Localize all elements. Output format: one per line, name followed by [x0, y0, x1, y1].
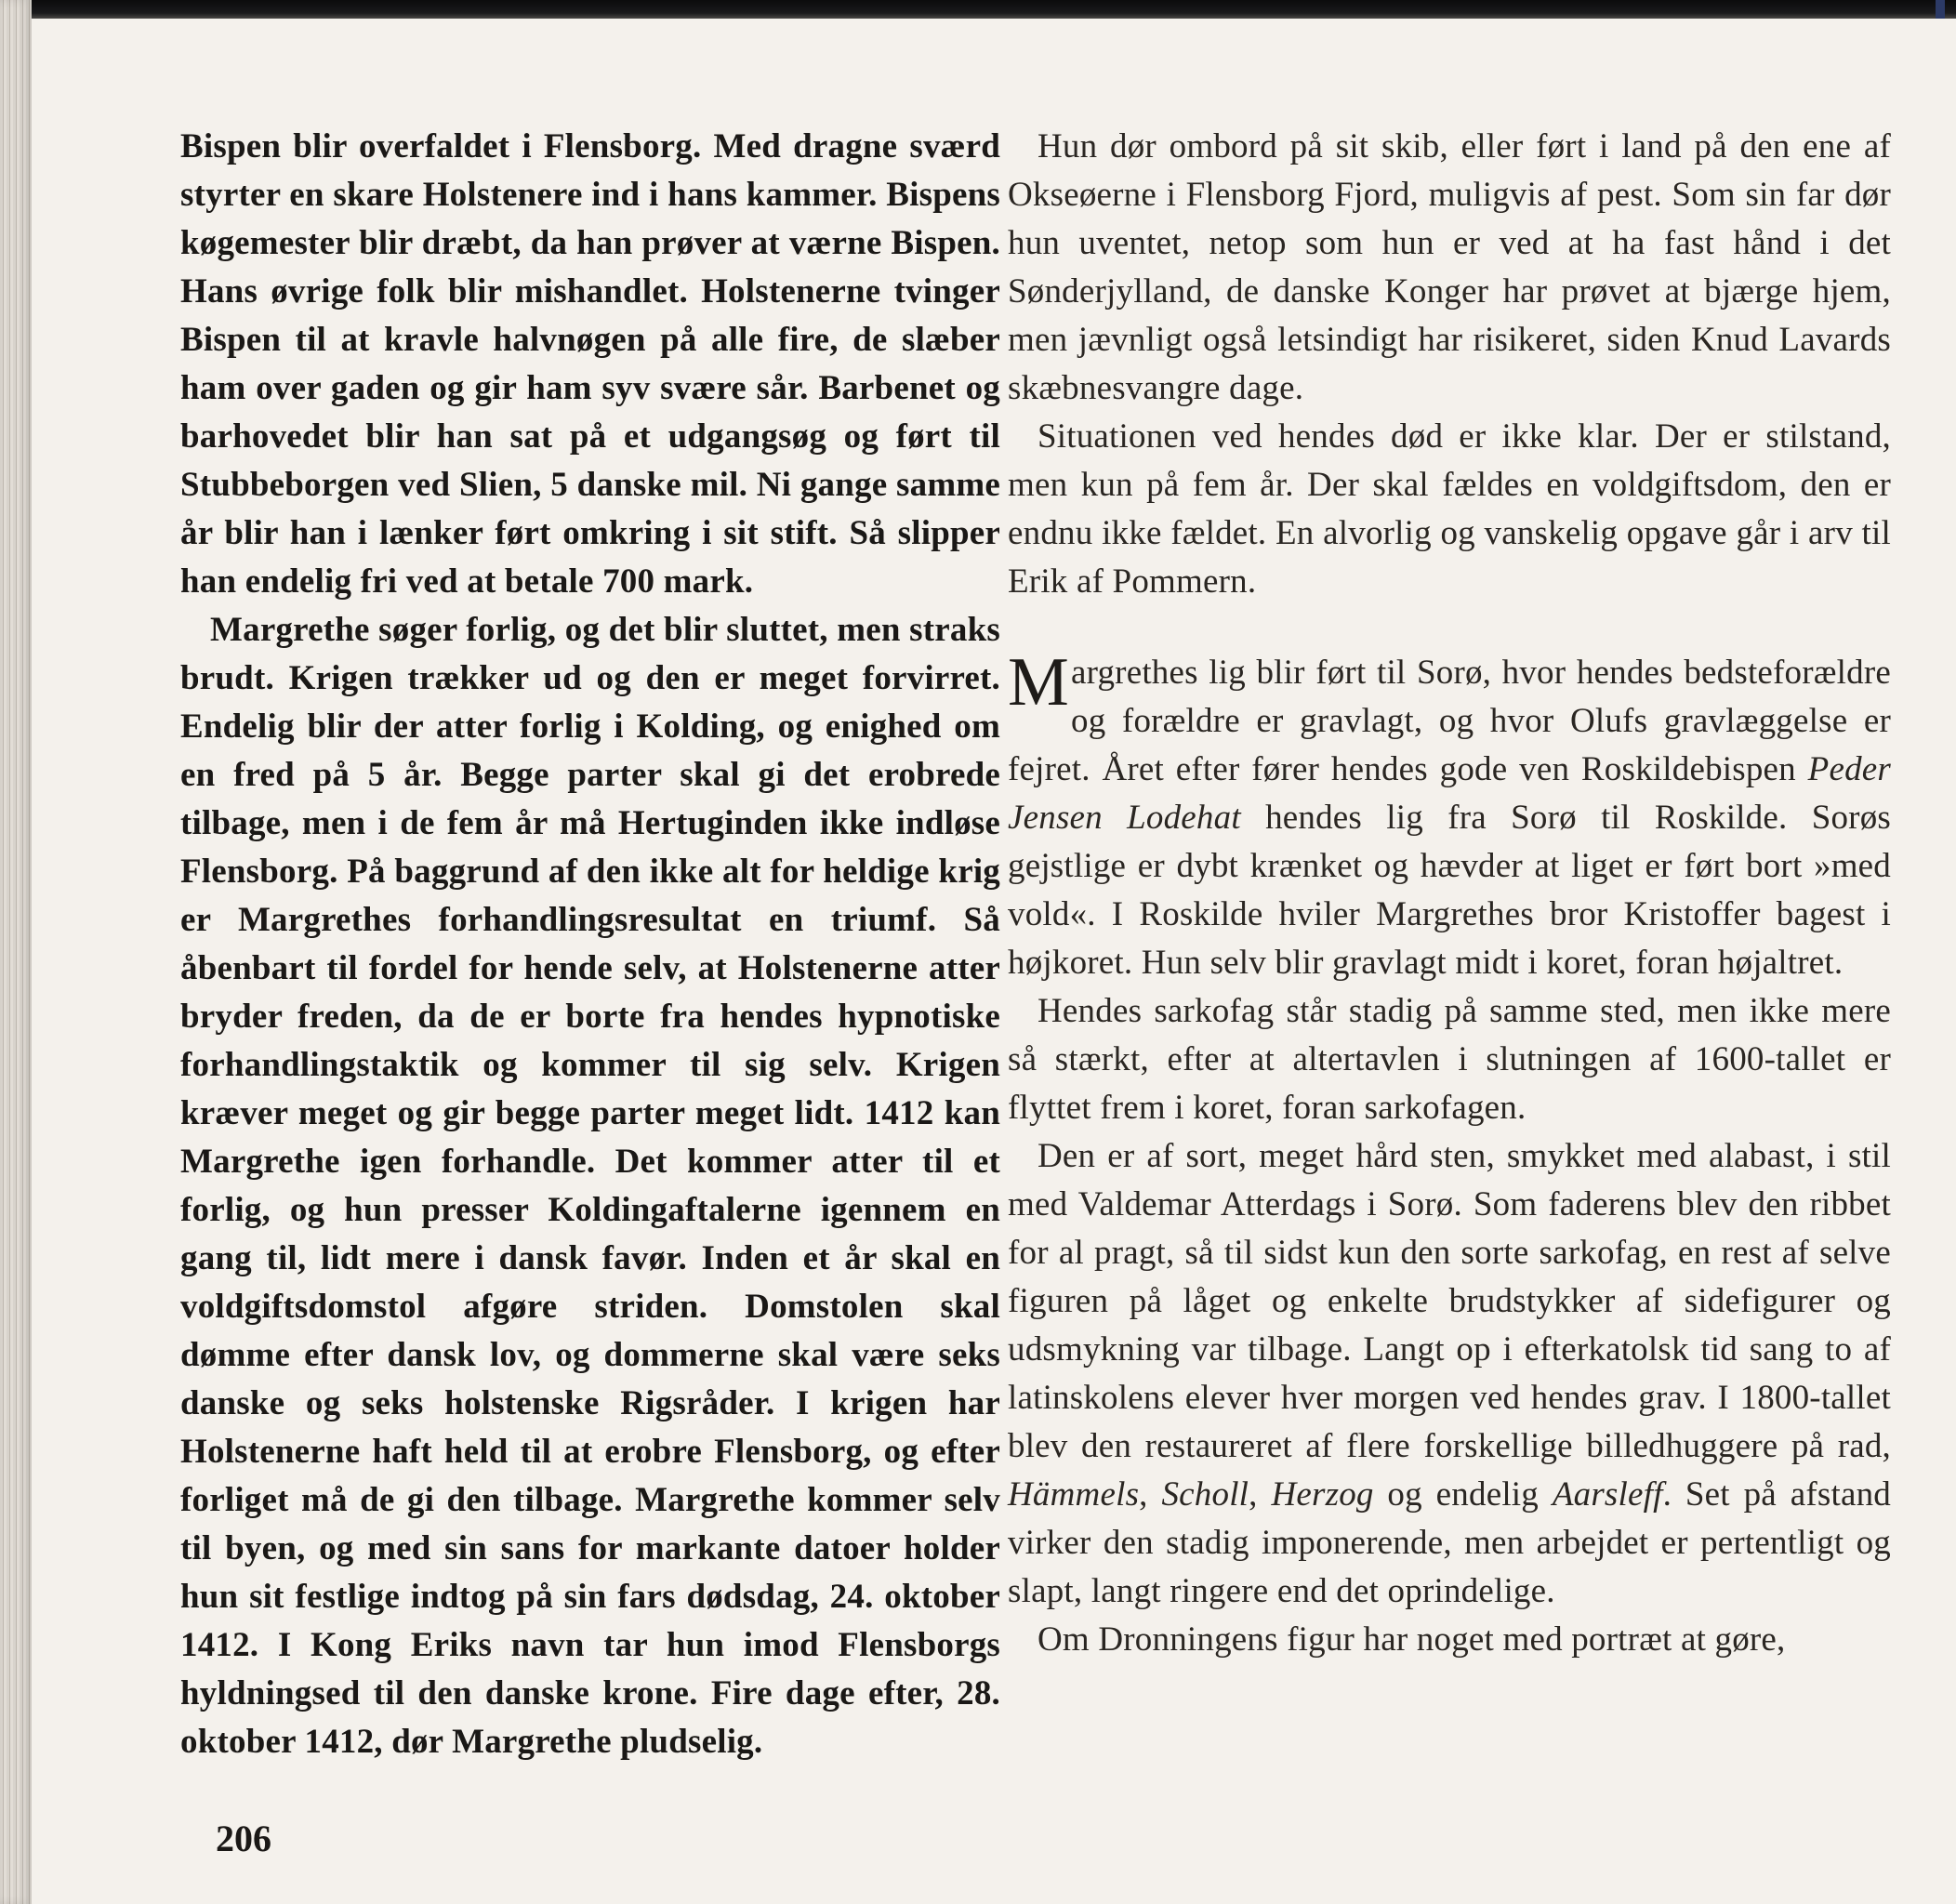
paragraph: Bispen blir overfaldet i Flensborg. Med dragne sværd styrter en skare Holstenere ind i hans kammer. Bispens køgemester blir dræbt, da han prøver at værne Bispen. Hans øvrige folk blir mishandlet. Holstenerne tvinger Bispen til at kravle halvnøgen på alle fire, de slæber ham over gaden og gir ham syv svære sår. Barbenet og barhovedet blir han sat på et udgangsøg og ført til Stubbeborgen ved Slien, 5 danske mil. Ni gange samme år blir han i lænker ført omkring i sit stift. Så slipper han endelig fri ved at betale 700 mark. — [180, 127, 1000, 601]
left-text-column — [180, 123, 1000, 1766]
paragraph: Hendes sarkofag står stadig på samme sted, men ikke mere så stærkt, efter at altertavlen i slutningen af 1600-tallet er flyttet frem i koret, foran sarkofagen. — [1008, 992, 1891, 1127]
drop-cap: M — [1008, 644, 1069, 721]
scan-top-edge — [0, 0, 1956, 19]
paragraph-text: . Set på afstand virker den stadig imponerende, men arbejdet er pertentligt og slapt, langt ringere end det oprindelige. — [1008, 1475, 1892, 1610]
italic-name: Peder Jensen Lodehat — [1008, 750, 1891, 837]
scan-corner-mark — [1936, 0, 1945, 20]
paragraph-text: Den er af sort, meget hård sten, smykket med alabast, i stil med Valdemar Atterdags i Sorø. Som faderens blev den ribbet for al pragt, så til sidst kun den sorte sarkofag, en rest af selve figuren på låget og enkelte brudstykker af sidefigurer og udsmykning var tilbage. Langt op i efterkatolsk tid sang to af latinskolens elever hver morgen ved hendes grav. I 1800-tallet blev den restaureret af flere forskellige billedhuggere på rad, — [1008, 1137, 1891, 1465]
section-opening-paragraph — [1008, 644, 1891, 987]
book-page — [32, 19, 1956, 1904]
italic-name: Scholl — [1161, 1475, 1249, 1514]
paragraph-text: og endelig — [1373, 1475, 1553, 1514]
paragraph: Situationen ved hendes død er ikke klar. Der er stilstand, men kun på fem år. Der skal fældes en voldgiftsdom, den er endnu ikke fældet. En alvorlig og vanskelig opgave går i arv til Erik af Pommern. — [1008, 417, 1891, 601]
paragraph-text: argrethes lig blir ført til Sorø, hvor hendes bedsteforældre og forældre er gravlagt, og hvor Olufs gravlæggelse er fejret. Året efter fører hendes gode ven Roskildebispen — [1008, 654, 1891, 788]
paragraph: Om Dronningens figur har noget med portræt at gøre, — [1037, 1620, 1786, 1659]
separator: , — [1139, 1475, 1162, 1514]
page-number: 206 — [216, 1818, 271, 1859]
italic-name: Herzog — [1271, 1475, 1374, 1514]
italic-name: Aarsleff — [1552, 1475, 1663, 1514]
book-page-edges — [0, 0, 32, 1904]
paragraph — [1008, 1132, 1891, 1616]
right-text-column — [1008, 123, 1891, 1664]
italic-name: Hämmels — [1008, 1475, 1140, 1514]
paragraph: Hun dør ombord på sit skib, eller ført i land på den ene af Okseøerne i Flensborg Fjord, muligvis af pest. Som sin far dør hun uventet, netop som hun er ved at ha fast hånd i det Sønderjylland, de danske Konger har prøvet at bjærge hjem, men jævnligt også letsindigt har risikeret, siden Knud Lavards skæbnesvangre dage. — [1008, 127, 1891, 407]
separator: , — [1249, 1475, 1272, 1514]
paragraph-text: hendes lig fra Sorø til Roskilde. Sorøs gejstlige er dybt krænket og hævder at liget er ført bort »med vold«. I Roskilde hviler Margrethes bror Kristoffer bagest i højkoret. Hun selv blir gravlagt midt i koret, foran højaltret. — [1008, 799, 1891, 982]
paragraph: Margrethe søger forlig, og det blir sluttet, men straks brudt. Krigen trækker ud og den er meget forvirret. Endelig blir der atter forlig i Kolding, og enighed om en fred på 5 år. Begge parter skal gi det erobrede tilbage, men i de fem år må Hertuginden ikke indløse Flensborg. På baggrund af den ikke alt for heldige krig er Margrethes forhandlingsresultat en triumf. Så åbenbart til fordel for hende selv, at Holstenerne atter bryder freden, da de er borte fra hendes hypnotiske forhandlingstaktik og kommer til sig selv. Krigen kræver meget og gir begge parter meget lidt. 1412 kan Margrethe igen forhandle. Det kommer atter til et forlig, og hun presser Koldingaftalerne igennem en gang til, lidt mere i dansk favør. Inden et år skal en voldgiftsdomstol afgøre striden. Domstolen skal dømme efter dansk lov, og dommerne skal være seks danske og seks holstenske Rigsråder. I krigen har Holstenerne haft held til at erobre Flensborg, og efter forliget må de gi den tilbage. Margrethe kommer selv til byen, og med sin sans for markante datoer holder hun sit festlige indtog på sin fars dødsdag, 24. oktober 1412. I Kong Eriks navn tar hun imod Flensborgs hyldningsed til den danske krone. Fire dage efter, 28. oktober 1412, dør Margrethe pludselig. — [180, 611, 1000, 1761]
